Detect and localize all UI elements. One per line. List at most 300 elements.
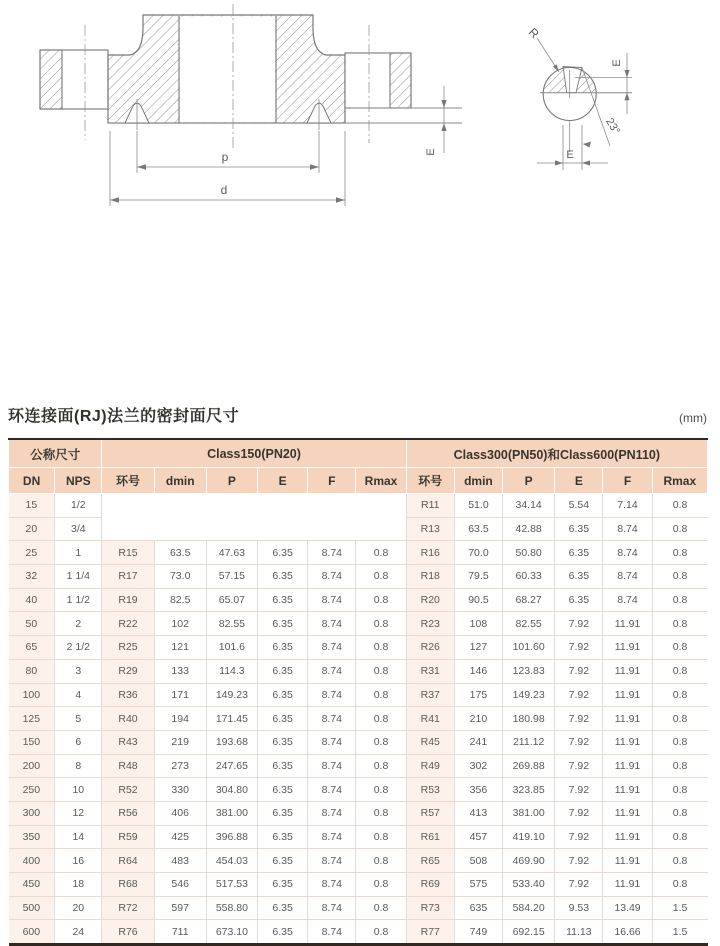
col-header-ring-2: 环号 (406, 468, 454, 494)
label-r: R (525, 25, 542, 42)
table-cell: 65 (9, 636, 55, 660)
table-cell: 6.35 (258, 612, 308, 636)
table-cell: 24 (55, 920, 102, 945)
table-cell: R23 (406, 612, 454, 636)
empty-merged-cell (102, 494, 406, 541)
table-cell: 11.91 (603, 659, 652, 683)
table-cell: R73 (406, 896, 454, 920)
table-cell: 180.98 (503, 707, 555, 731)
table-row (9, 659, 708, 683)
table-cell: 8.74 (308, 825, 356, 849)
flange-section-drawing (0, 0, 470, 230)
dim-label-e-side: E (611, 59, 623, 67)
arrow (583, 142, 591, 148)
col-header-dmin: dmin (154, 468, 206, 494)
table-cell: 0.8 (356, 612, 406, 636)
arrow (110, 197, 119, 203)
table-cell: 108 (454, 612, 502, 636)
table-cell: 457 (454, 825, 502, 849)
table-cell: R41 (406, 707, 454, 731)
table-cell: 25 (9, 541, 55, 565)
table-cell: 8.74 (603, 565, 652, 589)
col-header-e-2: E (555, 468, 603, 494)
table-cell: 42.88 (503, 517, 555, 541)
table-cell: 469.90 (503, 849, 555, 873)
col-header-dn: DN (9, 468, 55, 494)
table-cell: 0.8 (652, 494, 707, 518)
table-cell: R61 (406, 825, 454, 849)
table-row (9, 896, 708, 920)
table-cell: 0.8 (652, 588, 707, 612)
table-cell: 11.13 (555, 920, 603, 945)
table-cell: 6.35 (555, 588, 603, 612)
table-cell: 6.35 (258, 541, 308, 565)
page-title: 环连接面(RJ)法兰的密封面尺寸 (8, 408, 240, 425)
table-cell: R76 (102, 920, 154, 945)
table-cell: 100 (9, 683, 55, 707)
table-cell: 149.23 (206, 683, 257, 707)
table-cell: 70.0 (454, 541, 502, 565)
table-cell: 8.74 (603, 517, 652, 541)
table-cell: 0.8 (652, 730, 707, 754)
table-cell: 6.35 (258, 707, 308, 731)
table-cell: 0.8 (356, 849, 406, 873)
table-cell: 250 (9, 778, 55, 802)
table-cell: 7.92 (555, 825, 603, 849)
table-cell: 8.74 (308, 849, 356, 873)
table-cell: R16 (406, 541, 454, 565)
table-cell: 13.49 (603, 896, 652, 920)
table-cell: 1 1/4 (55, 565, 102, 589)
table-cell: 11.91 (603, 778, 652, 802)
group-header-class150: Class150(PN20) (102, 439, 406, 468)
table-cell: 16.66 (603, 920, 652, 945)
table-cell: 63.5 (154, 541, 206, 565)
table-cell: 219 (154, 730, 206, 754)
table-cell: 323.85 (503, 778, 555, 802)
table-cell: 0.8 (652, 659, 707, 683)
table-cell: 0.8 (356, 801, 406, 825)
table-cell: 0.8 (652, 849, 707, 873)
table-cell: 483 (154, 849, 206, 873)
table-cell: 15 (9, 494, 55, 518)
table-cell: 10 (55, 778, 102, 802)
table-cell: 673.10 (206, 920, 257, 945)
table-cell: 79.5 (454, 565, 502, 589)
table-row (9, 683, 708, 707)
col-header-f-2: F (603, 468, 652, 494)
table-cell: 11.91 (603, 707, 652, 731)
flange-body (108, 15, 345, 123)
arrow (137, 164, 146, 170)
table-row (9, 494, 708, 518)
table-cell: 0.8 (652, 707, 707, 731)
table-cell: 133 (154, 659, 206, 683)
table-cell: 50.80 (503, 541, 555, 565)
table-row (9, 636, 708, 660)
table-cell: 8.74 (603, 541, 652, 565)
arrow (582, 160, 590, 165)
table-cell: 80 (9, 659, 55, 683)
table-cell: 0.8 (356, 825, 406, 849)
table-cell: 20 (9, 517, 55, 541)
table-cell: R45 (406, 730, 454, 754)
table-cell: 454.03 (206, 849, 257, 873)
table-cell: 6.35 (555, 565, 603, 589)
table-cell: R77 (406, 920, 454, 945)
table-cell: 7.92 (555, 849, 603, 873)
table-cell: 11.91 (603, 636, 652, 660)
dim-label-p: p (221, 150, 229, 164)
table-cell: R40 (102, 707, 154, 731)
col-header-p-2: P (503, 468, 555, 494)
table-cell: 34.14 (503, 494, 555, 518)
table-cell: 247.65 (206, 754, 257, 778)
table-row (9, 801, 708, 825)
table-cell: 6 (55, 730, 102, 754)
table-cell: 11.91 (603, 730, 652, 754)
table-cell: 125 (9, 707, 55, 731)
table-cell: R72 (102, 896, 154, 920)
table-cell: 8.74 (308, 636, 356, 660)
table-cell: 6.35 (258, 588, 308, 612)
table-cell: R19 (102, 588, 154, 612)
table-cell: 6.35 (258, 683, 308, 707)
table-cell: 0.8 (652, 541, 707, 565)
table-cell: R68 (102, 873, 154, 897)
table-cell: 6.35 (258, 754, 308, 778)
table-cell: 8.74 (308, 588, 356, 612)
table-cell: 0.8 (356, 636, 406, 660)
table-cell: 194 (154, 707, 206, 731)
table-cell: 0.8 (356, 730, 406, 754)
table-cell: 6.35 (258, 849, 308, 873)
table-cell: 0.8 (652, 517, 707, 541)
table-cell: 7.14 (603, 494, 652, 518)
dim-label-e: E (425, 148, 437, 156)
table-cell: 2 (55, 612, 102, 636)
table-cell: 211.12 (503, 730, 555, 754)
table-cell: 14 (55, 825, 102, 849)
table-cell: 5.54 (555, 494, 603, 518)
table-cell: 7.92 (555, 801, 603, 825)
arrow (310, 164, 319, 170)
table-cell: 450 (9, 873, 55, 897)
table-cell: R22 (102, 612, 154, 636)
table-cell: R36 (102, 683, 154, 707)
table-cell: R17 (102, 565, 154, 589)
table-cell: 101.60 (503, 636, 555, 660)
table-row (9, 730, 708, 754)
unit-note: (mm) (679, 411, 707, 425)
table-cell: R29 (102, 659, 154, 683)
arrow (624, 93, 629, 101)
table-cell: 8.74 (308, 707, 356, 731)
column-header-row (9, 468, 708, 494)
table-cell: 8.74 (308, 612, 356, 636)
technical-drawings (0, 0, 720, 400)
table-cell: 6.35 (258, 920, 308, 945)
table-cell: 546 (154, 873, 206, 897)
table-cell: 300 (9, 801, 55, 825)
table-cell: 11.91 (603, 801, 652, 825)
table-cell: 6.35 (258, 636, 308, 660)
table-cell: 8.74 (603, 588, 652, 612)
table-cell: 692.15 (503, 920, 555, 945)
table-cell: 1 1/2 (55, 588, 102, 612)
table-cell: 8.74 (308, 920, 356, 945)
table-cell: 0.8 (652, 801, 707, 825)
table-body (9, 494, 708, 945)
table-cell: 11.91 (603, 683, 652, 707)
table-cell: 0.8 (356, 778, 406, 802)
table-cell: 6.35 (258, 825, 308, 849)
table-cell: 8 (55, 754, 102, 778)
table-cell: 6.35 (258, 778, 308, 802)
table-cell: R43 (102, 730, 154, 754)
col-header-dmin-2: dmin (454, 468, 502, 494)
table-cell: 127 (454, 636, 502, 660)
table-cell: 82.55 (206, 612, 257, 636)
table-cell: 7.92 (555, 636, 603, 660)
col-header-nps: NPS (55, 468, 102, 494)
col-header-e: E (258, 468, 308, 494)
table-cell: 11.91 (603, 873, 652, 897)
table-row (9, 565, 708, 589)
table-cell: 171.45 (206, 707, 257, 731)
arrow (624, 70, 629, 78)
arrow (441, 100, 446, 108)
table-cell: 114.3 (206, 659, 257, 683)
arrow (555, 160, 563, 165)
table-cell: R57 (406, 801, 454, 825)
table-cell: 1.5 (652, 896, 707, 920)
table-cell: R18 (406, 565, 454, 589)
arrow (336, 197, 345, 203)
table-cell: 73.0 (154, 565, 206, 589)
table-cell: 0.8 (356, 565, 406, 589)
table-cell: 2 1/2 (55, 636, 102, 660)
table-cell: 11.91 (603, 825, 652, 849)
table-cell: 11.91 (603, 754, 652, 778)
table-cell: 3/4 (55, 517, 102, 541)
table-cell: 711 (154, 920, 206, 945)
table-cell: 7.92 (555, 683, 603, 707)
table-cell: 0.8 (356, 896, 406, 920)
table-cell: 0.8 (652, 636, 707, 660)
table-cell: 749 (454, 920, 502, 945)
table-cell: 7.92 (555, 612, 603, 636)
table-cell: 350 (9, 825, 55, 849)
table-cell: R49 (406, 754, 454, 778)
table-row (9, 849, 708, 873)
table-cell: R52 (102, 778, 154, 802)
table-cell: 6.35 (258, 730, 308, 754)
table-cell: 6.35 (555, 541, 603, 565)
col-header-p: P (206, 468, 257, 494)
table-cell: 0.8 (356, 588, 406, 612)
group-header-class300-600: Class300(PN50)和Class600(PN110) (406, 439, 707, 468)
table-cell: 241 (454, 730, 502, 754)
table-cell: 0.8 (652, 612, 707, 636)
table-cell: 63.5 (454, 517, 502, 541)
table-row (9, 778, 708, 802)
table-cell: 600 (9, 920, 55, 945)
angle-line (582, 68, 610, 147)
table-row (9, 588, 708, 612)
table-cell: 0.8 (652, 778, 707, 802)
table-cell: 0.8 (652, 683, 707, 707)
table-cell: 3 (55, 659, 102, 683)
table-cell: 0.8 (356, 683, 406, 707)
group-header-nominal-size: 公称尺寸 (9, 439, 102, 468)
table-cell: 500 (9, 896, 55, 920)
table-cell: 8.74 (308, 730, 356, 754)
table-cell: 533.40 (503, 873, 555, 897)
table-cell: 20 (55, 896, 102, 920)
table-cell: 9.53 (555, 896, 603, 920)
table-cell: R64 (102, 849, 154, 873)
table-cell: 0.8 (356, 873, 406, 897)
table-cell: 8.74 (308, 683, 356, 707)
table-cell: 7.92 (555, 778, 603, 802)
table-cell: R53 (406, 778, 454, 802)
table-cell: 8.74 (308, 873, 356, 897)
table-cell: 146 (454, 659, 502, 683)
table-cell: 6.35 (258, 896, 308, 920)
table-cell: 6.35 (258, 659, 308, 683)
table-cell: R20 (406, 588, 454, 612)
table-cell: 425 (154, 825, 206, 849)
table-cell: 16 (55, 849, 102, 873)
table-cell: 123.83 (503, 659, 555, 683)
table-cell: 381.00 (206, 801, 257, 825)
table-cell: 65.07 (206, 588, 257, 612)
table-cell: 200 (9, 754, 55, 778)
table-cell: 597 (154, 896, 206, 920)
table-cell: 11.91 (603, 612, 652, 636)
table-cell: 396.88 (206, 825, 257, 849)
left-mating-piece (40, 50, 108, 109)
table-row (9, 873, 708, 897)
table-cell: 400 (9, 849, 55, 873)
table-cell: 419.10 (503, 825, 555, 849)
table-cell: 149.23 (503, 683, 555, 707)
col-header-rmax-2: Rmax (652, 468, 707, 494)
table-cell: 40 (9, 588, 55, 612)
table-row (9, 920, 708, 945)
table-cell: 0.8 (652, 825, 707, 849)
table-cell: 11.91 (603, 849, 652, 873)
table-cell: 0.8 (652, 565, 707, 589)
table-cell: 269.88 (503, 754, 555, 778)
table-cell: 50 (9, 612, 55, 636)
table-cell: R65 (406, 849, 454, 873)
table-cell: 82.55 (503, 612, 555, 636)
table-cell: 0.8 (652, 754, 707, 778)
table-cell: 101.6 (206, 636, 257, 660)
table-cell: 12 (55, 801, 102, 825)
table-cell: 7.92 (555, 730, 603, 754)
table-cell: 381.00 (503, 801, 555, 825)
table-cell: R13 (406, 517, 454, 541)
groove-detail-drawing (480, 0, 680, 190)
flange-dimension-table (8, 438, 708, 946)
table-cell: 60.33 (503, 565, 555, 589)
table-cell: 356 (454, 778, 502, 802)
table-cell: 8.74 (308, 801, 356, 825)
table-cell: 7.92 (555, 754, 603, 778)
table-cell: 47.63 (206, 541, 257, 565)
table-cell: 90.5 (454, 588, 502, 612)
table-cell: 0.8 (356, 707, 406, 731)
table-cell: R59 (102, 825, 154, 849)
table-cell: 0.8 (356, 541, 406, 565)
right-mating-piece (345, 53, 411, 108)
group-header-row (9, 439, 708, 468)
table-cell: 150 (9, 730, 55, 754)
table-cell: R11 (406, 494, 454, 518)
col-header-ring: 环号 (102, 468, 154, 494)
table-cell: 32 (9, 565, 55, 589)
table-cell: 51.0 (454, 494, 502, 518)
table-cell: 171 (154, 683, 206, 707)
table-cell: 210 (454, 707, 502, 731)
table-cell: R37 (406, 683, 454, 707)
table-cell: 68.27 (503, 588, 555, 612)
table-cell: 121 (154, 636, 206, 660)
table-cell: R56 (102, 801, 154, 825)
table-cell: 5 (55, 707, 102, 731)
table-cell: 6.35 (258, 873, 308, 897)
table-cell: 7.92 (555, 659, 603, 683)
table-cell: 635 (454, 896, 502, 920)
table-cell: 0.8 (356, 659, 406, 683)
dim-label-e-bottom: E (566, 149, 574, 161)
table-cell: R31 (406, 659, 454, 683)
col-header-rmax: Rmax (356, 468, 406, 494)
table-cell: 558.80 (206, 896, 257, 920)
angle-label: 23° (603, 116, 623, 137)
table-cell: 8.74 (308, 565, 356, 589)
table-cell: R69 (406, 873, 454, 897)
table-cell: 175 (454, 683, 502, 707)
table-cell: 508 (454, 849, 502, 873)
table-cell: 7.92 (555, 707, 603, 731)
table-cell: 6.35 (258, 565, 308, 589)
table-cell: 4 (55, 683, 102, 707)
table-cell: 1/2 (55, 494, 102, 518)
table-cell: 193.68 (206, 730, 257, 754)
table-row (9, 541, 708, 565)
table-cell: R48 (102, 754, 154, 778)
table-cell: 1.5 (652, 920, 707, 945)
table-cell: 584.20 (503, 896, 555, 920)
dim-label-d: d (220, 183, 228, 197)
table-cell: R25 (102, 636, 154, 660)
table-cell: 82.5 (154, 588, 206, 612)
table-cell: 0.8 (652, 873, 707, 897)
dim-e-bottom (537, 121, 608, 170)
table-cell: 102 (154, 612, 206, 636)
table-cell: 57.15 (206, 565, 257, 589)
table-cell: 0.8 (356, 754, 406, 778)
table-cell: 304.80 (206, 778, 257, 802)
table-row (9, 612, 708, 636)
table-cell: 8.74 (308, 778, 356, 802)
table-cell: 330 (154, 778, 206, 802)
table-cell: 517.53 (206, 873, 257, 897)
